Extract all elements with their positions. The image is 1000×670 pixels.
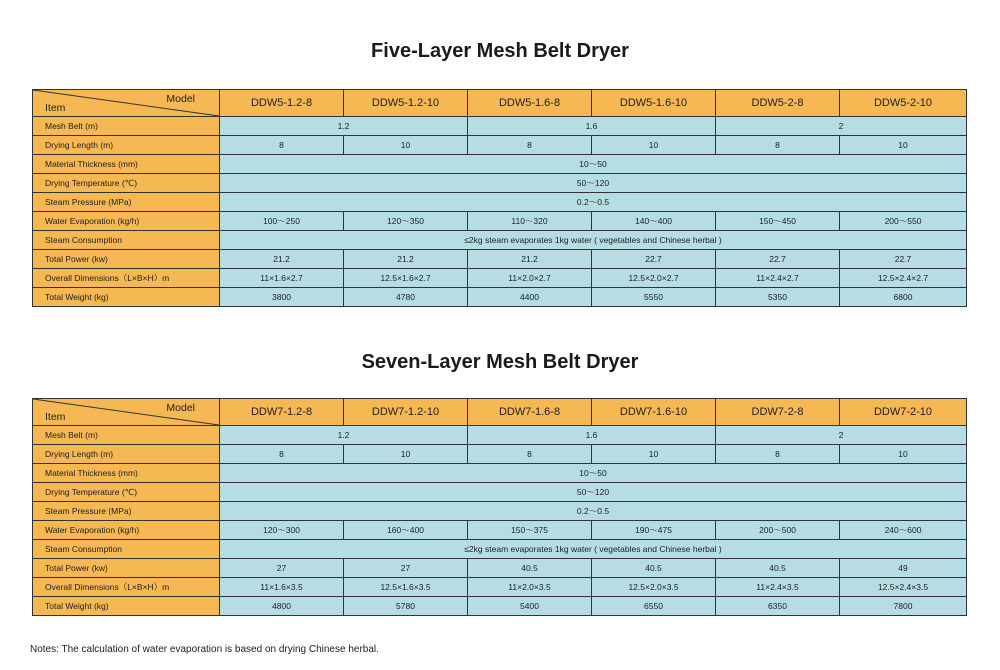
table-cell: 12.5×2.4×3.5 (840, 578, 967, 597)
model-header: DDW5-1.6-8 (468, 90, 592, 117)
table-row (33, 464, 967, 483)
model-header: DDW7-2-8 (716, 399, 840, 426)
model-header: DDW5-1.6-10 (592, 90, 716, 117)
table-cell: 10 (592, 445, 716, 464)
row-label: Water Evaporation (kg/h) (33, 212, 220, 231)
table-cell: 4800 (220, 597, 344, 616)
table-cell: 7800 (840, 597, 967, 616)
table-cell: 21.2 (468, 250, 592, 269)
table-cell: 200～500 (716, 521, 840, 540)
table-cell: 40.5 (592, 559, 716, 578)
table-cell: 8 (468, 445, 592, 464)
row-label: Material Thickness (mm) (33, 155, 220, 174)
table-cell: 6800 (840, 288, 967, 307)
table-cell: 8 (716, 445, 840, 464)
table-row (33, 483, 967, 502)
table-cell: 5400 (468, 597, 592, 616)
row-label: Steam Pressure (MPa) (33, 193, 220, 212)
row-label: Material Thickness (mm) (33, 464, 220, 483)
table-cell: 40.5 (468, 559, 592, 578)
table-row (33, 231, 967, 250)
table-cell: 3800 (220, 288, 344, 307)
table-cell: 6550 (592, 597, 716, 616)
table-cell: 21.2 (344, 250, 468, 269)
row-label: Steam Consumption (33, 540, 220, 559)
table-cell: 10 (840, 136, 967, 155)
table-cell: 0.2～0.5 (220, 193, 967, 212)
model-header: DDW5-1.2-10 (344, 90, 468, 117)
table-cell: 49 (840, 559, 967, 578)
mesh-belt-value: 2 (716, 426, 967, 445)
table-row (33, 578, 967, 597)
table-header-row (33, 90, 967, 117)
five-layer-title: Five-Layer Mesh Belt Dryer (371, 40, 629, 62)
table-row (33, 117, 967, 136)
table-cell: 150～450 (716, 212, 840, 231)
row-label: Steam Consumption (33, 231, 220, 250)
row-label: Steam Pressure (MPa) (33, 502, 220, 521)
table-cell: 0.2～0.5 (220, 502, 967, 521)
table-cell: 8 (716, 136, 840, 155)
mesh-belt-value: 1.2 (220, 426, 468, 445)
table-row (33, 193, 967, 212)
table-cell: 4400 (468, 288, 592, 307)
seven-layer-title: Seven-Layer Mesh Belt Dryer (361, 351, 639, 373)
mesh-belt-value: 1.6 (468, 117, 716, 136)
model-header: DDW7-2-10 (840, 399, 967, 426)
table-cell: 11×2.4×2.7 (716, 269, 840, 288)
table-cell: 5550 (592, 288, 716, 307)
table-cell: 11×2.0×2.7 (468, 269, 592, 288)
table-cell: 11×2.4×3.5 (716, 578, 840, 597)
table-header-row (33, 399, 967, 426)
row-label: Drying Temperature (℃) (33, 483, 220, 502)
model-header-label: Model (166, 93, 195, 105)
table-row (33, 559, 967, 578)
mesh-belt-value: 2 (716, 117, 967, 136)
table-row (33, 540, 967, 559)
table-cell: 40.5 (716, 559, 840, 578)
item-header-label: Item (45, 411, 66, 423)
row-label: Drying Length (m) (33, 445, 220, 464)
row-label: Water Evaporation (kg/h) (33, 521, 220, 540)
row-label: Total Power (kw) (33, 559, 220, 578)
table-row (33, 426, 967, 445)
table-cell: 50～120 (220, 174, 967, 193)
table-cell: 100～250 (220, 212, 344, 231)
table-cell: 10～50 (220, 155, 967, 174)
table-row (33, 212, 967, 231)
model-header: DDW7-1.2-10 (344, 399, 468, 426)
table-cell: 190～475 (592, 521, 716, 540)
model-header: DDW5-2-10 (840, 90, 967, 117)
table-cell: 27 (344, 559, 468, 578)
table-row (33, 174, 967, 193)
table-cell: 240～600 (840, 521, 967, 540)
model-header: DDW5-1.2-8 (220, 90, 344, 117)
table-row (33, 155, 967, 174)
table-cell: 160～400 (344, 521, 468, 540)
header-corner-cell (33, 399, 220, 426)
table-cell: 120～350 (344, 212, 468, 231)
table-cell: 140～400 (592, 212, 716, 231)
model-header: DDW7-1.6-10 (592, 399, 716, 426)
row-label: Total Weight (kg) (33, 288, 220, 307)
table-cell: 150～375 (468, 521, 592, 540)
table-cell: 22.7 (592, 250, 716, 269)
table-cell: 10～50 (220, 464, 967, 483)
mesh-belt-value: 1.6 (468, 426, 716, 445)
model-header-label: Model (166, 402, 195, 414)
table-cell: ≤2kg steam evaporates 1kg water ( vegetables and Chinese herbal ) (220, 540, 967, 559)
row-label: Drying Temperature (℃) (33, 174, 220, 193)
table-cell: 6350 (716, 597, 840, 616)
row-label: Overall Dimensions（L×B×H）m (33, 578, 220, 597)
row-label: Mesh Belt (m) (33, 117, 220, 136)
table-row (33, 445, 967, 464)
table-cell: 8 (220, 445, 344, 464)
table-cell: 12.5×1.6×2.7 (344, 269, 468, 288)
seven-layer-spec-table (32, 398, 967, 616)
model-header: DDW5-2-8 (716, 90, 840, 117)
table-row (33, 502, 967, 521)
table-cell: 8 (468, 136, 592, 155)
table-cell: 120～300 (220, 521, 344, 540)
five-layer-spec-table (32, 89, 967, 307)
table-cell: 11×1.6×2.7 (220, 269, 344, 288)
row-label: Overall Dimensions（L×B×H）m (33, 269, 220, 288)
table-cell: 8 (220, 136, 344, 155)
table-cell: ≤2kg steam evaporates 1kg water ( vegetables and Chinese herbal ) (220, 231, 967, 250)
table-cell: 10 (344, 445, 468, 464)
mesh-belt-value: 1.2 (220, 117, 468, 136)
header-corner-cell (33, 90, 220, 117)
table-cell: 5780 (344, 597, 468, 616)
table-cell: 10 (592, 136, 716, 155)
table-row (33, 597, 967, 616)
table-cell: 12.5×1.6×3.5 (344, 578, 468, 597)
row-label: Mesh Belt (m) (33, 426, 220, 445)
table-row (33, 288, 967, 307)
table-cell: 10 (344, 136, 468, 155)
table-cell: 21.2 (220, 250, 344, 269)
table-cell: 5350 (716, 288, 840, 307)
table-cell: 110～320 (468, 212, 592, 231)
item-header-label: Item (45, 102, 66, 114)
table-row (33, 250, 967, 269)
table-cell: 22.7 (840, 250, 967, 269)
table-row (33, 269, 967, 288)
table-cell: 10 (840, 445, 967, 464)
table-row (33, 136, 967, 155)
table-cell: 12.5×2.4×2.7 (840, 269, 967, 288)
table-cell: 200～550 (840, 212, 967, 231)
table-cell: 11×1.6×3.5 (220, 578, 344, 597)
model-header: DDW7-1.6-8 (468, 399, 592, 426)
model-header: DDW7-1.2-8 (220, 399, 344, 426)
notes-text: Notes: The calculation of water evaporation is based on drying Chinese herbal. (30, 644, 379, 655)
table-cell: 11×2.0×3.5 (468, 578, 592, 597)
table-cell: 12.5×2.0×3.5 (592, 578, 716, 597)
row-label: Drying Length (m) (33, 136, 220, 155)
table-row (33, 521, 967, 540)
table-cell: 22.7 (716, 250, 840, 269)
row-label: Total Weight (kg) (33, 597, 220, 616)
table-cell: 50～120 (220, 483, 967, 502)
table-cell: 27 (220, 559, 344, 578)
table-cell: 12.5×2.0×2.7 (592, 269, 716, 288)
row-label: Total Power (kw) (33, 250, 220, 269)
table-cell: 4780 (344, 288, 468, 307)
